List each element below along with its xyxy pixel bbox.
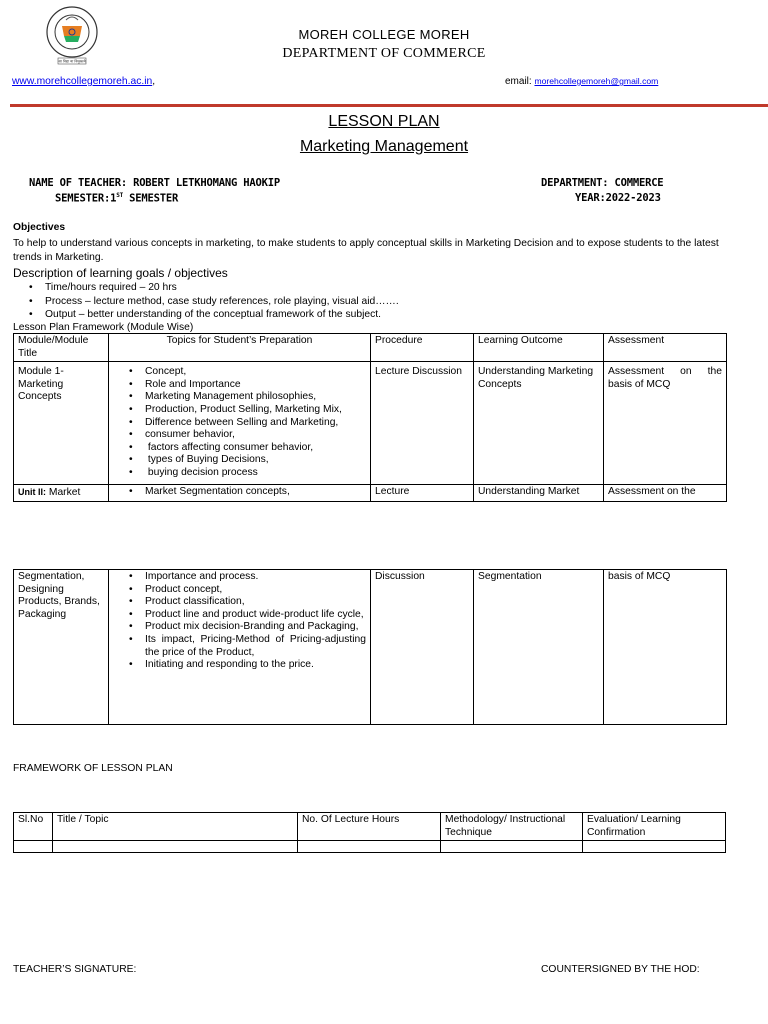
table-header: Evaluation/ Learning Confirmation: [583, 813, 726, 841]
table-header: Module/Module Title: [14, 334, 109, 362]
table-header: Topics for Student’s Preparation: [109, 334, 371, 362]
module-title: Unit II: Market: [14, 485, 109, 502]
list-item: • Initiating and responding to the price.: [145, 659, 366, 672]
topics-list: [113, 366, 366, 479]
table-header: Sl.No: [14, 813, 53, 841]
table-header-row: [14, 334, 727, 362]
list-item: • consumer behavior,: [145, 429, 366, 442]
table-cell: [441, 841, 583, 853]
page-title: LESSON PLAN: [328, 113, 440, 130]
list-item: • Importance and process.: [145, 571, 366, 584]
table-row: [14, 485, 727, 502]
framework-label: Lesson Plan Framework (Module Wise): [13, 322, 194, 333]
list-item: • Product concept,: [145, 584, 366, 597]
assessment-cell: basis of MCQ: [604, 570, 727, 725]
table-header-row: [14, 813, 726, 841]
outcome-cell: Understanding Market: [474, 485, 604, 502]
list-item: • Product line and product wide-product life cycle,: [145, 609, 366, 622]
list-item: • Role and Importance: [145, 379, 366, 392]
list-item: • Its impact, Pricing-Method of Pricing-adjusting the price of the Product,: [145, 634, 366, 659]
table-header: Title / Topic: [53, 813, 298, 841]
list-item: • Marketing Management philosophies,: [145, 391, 366, 404]
table-cell: [298, 841, 441, 853]
table-cell: [53, 841, 298, 853]
table-header: Procedure: [371, 334, 474, 362]
list-item: • Output – better understanding of the conceptual framework of the subject.: [45, 308, 745, 322]
list-item: • Concept,: [145, 366, 366, 379]
table-row: [14, 841, 726, 853]
table-header: Assessment: [604, 334, 727, 362]
email-line: [505, 76, 658, 87]
website-line: www.morehcollegemoreh.ac.in,: [12, 76, 156, 87]
table-header: No. Of Lecture Hours: [298, 813, 441, 841]
assessment-cell: Assessment on the: [604, 485, 727, 502]
assessment-cell: Assessment on the basis of MCQ: [604, 362, 727, 485]
academic-year: YEAR:2022-2023: [575, 192, 661, 204]
list-item: • Process – lecture method, case study references, role playing, visual aid…….: [45, 295, 745, 309]
objectives-heading: Objectives: [13, 222, 66, 233]
topics-list: [113, 571, 366, 672]
page-subtitle: Marketing Management: [299, 138, 469, 155]
list-item: • buying decision process: [145, 467, 366, 480]
college-name: MOREH COLLEGE MOREH: [298, 27, 470, 42]
list-item: • Product classification,: [145, 596, 366, 609]
procedure-cell: Lecture: [371, 485, 474, 502]
list-item: • Time/hours required – 20 hrs: [45, 281, 745, 295]
module-table: [13, 333, 727, 502]
module-title: Module 1- Marketing Concepts: [14, 362, 109, 485]
procedure-cell: Lecture Discussion: [371, 362, 474, 485]
list-item: • Production, Product Selling, Marketing Mix,: [145, 404, 366, 417]
info-department: DEPARTMENT: COMMERCE: [541, 177, 664, 189]
module-title: Segmentation, Designing Products, Brands, Packaging: [14, 570, 109, 725]
table-row: [14, 362, 727, 485]
table-header: Learning Outcome: [474, 334, 604, 362]
logo-motto: सा विद्या या विमुक्तये: [58, 59, 86, 64]
topics-list: [113, 486, 366, 499]
table-cell: [14, 841, 53, 853]
teacher-signature-label: TEACHER’S SIGNATURE:: [13, 964, 137, 975]
hod-countersign-label: COUNTERSIGNED BY THE HOD:: [541, 964, 700, 975]
procedure-cell: Discussion: [371, 570, 474, 725]
outcome-cell: Understanding Marketing Concepts: [474, 362, 604, 485]
list-item: • Market Segmentation concepts,: [145, 486, 366, 499]
table-row: [14, 570, 727, 725]
teacher-name: NAME OF TEACHER: ROBERT LETKHOMANG HAOKIP: [29, 177, 280, 189]
objectives-text: To help to understand various concepts in marketing, to make students to apply conceptual skills in Marketing Decision and to expose students to the latest trends in Marketing.: [13, 238, 719, 263]
module-table-continued: [13, 569, 727, 725]
email-link[interactable]: morehcollegemoreh@gmail.com: [534, 76, 659, 86]
goals-heading: Description of learning goals / objectives: [13, 266, 228, 280]
table-header: Methodology/ Instructional Technique: [441, 813, 583, 841]
department-heading: DEPARTMENT OF COMMERCE: [282, 46, 486, 61]
outcome-cell: Segmentation: [474, 570, 604, 725]
semester: SEMESTER:1ST SEMESTER: [55, 192, 179, 205]
list-item: • types of Buying Decisions,: [145, 454, 366, 467]
list-item: • Product mix decision-Branding and Packaging,: [145, 621, 366, 634]
goals-list: [13, 281, 745, 322]
framework-table: [13, 812, 726, 853]
list-item: • factors affecting consumer behavior,: [145, 442, 366, 455]
website-link[interactable]: www.morehcollegemoreh.ac.in: [12, 76, 153, 87]
header-divider: [10, 104, 768, 107]
email-label: email:: [505, 76, 532, 87]
framework-heading: FRAMEWORK OF LESSON PLAN: [13, 763, 173, 774]
list-item: • Difference between Selling and Marketing,: [145, 417, 366, 430]
table-cell: [583, 841, 726, 853]
